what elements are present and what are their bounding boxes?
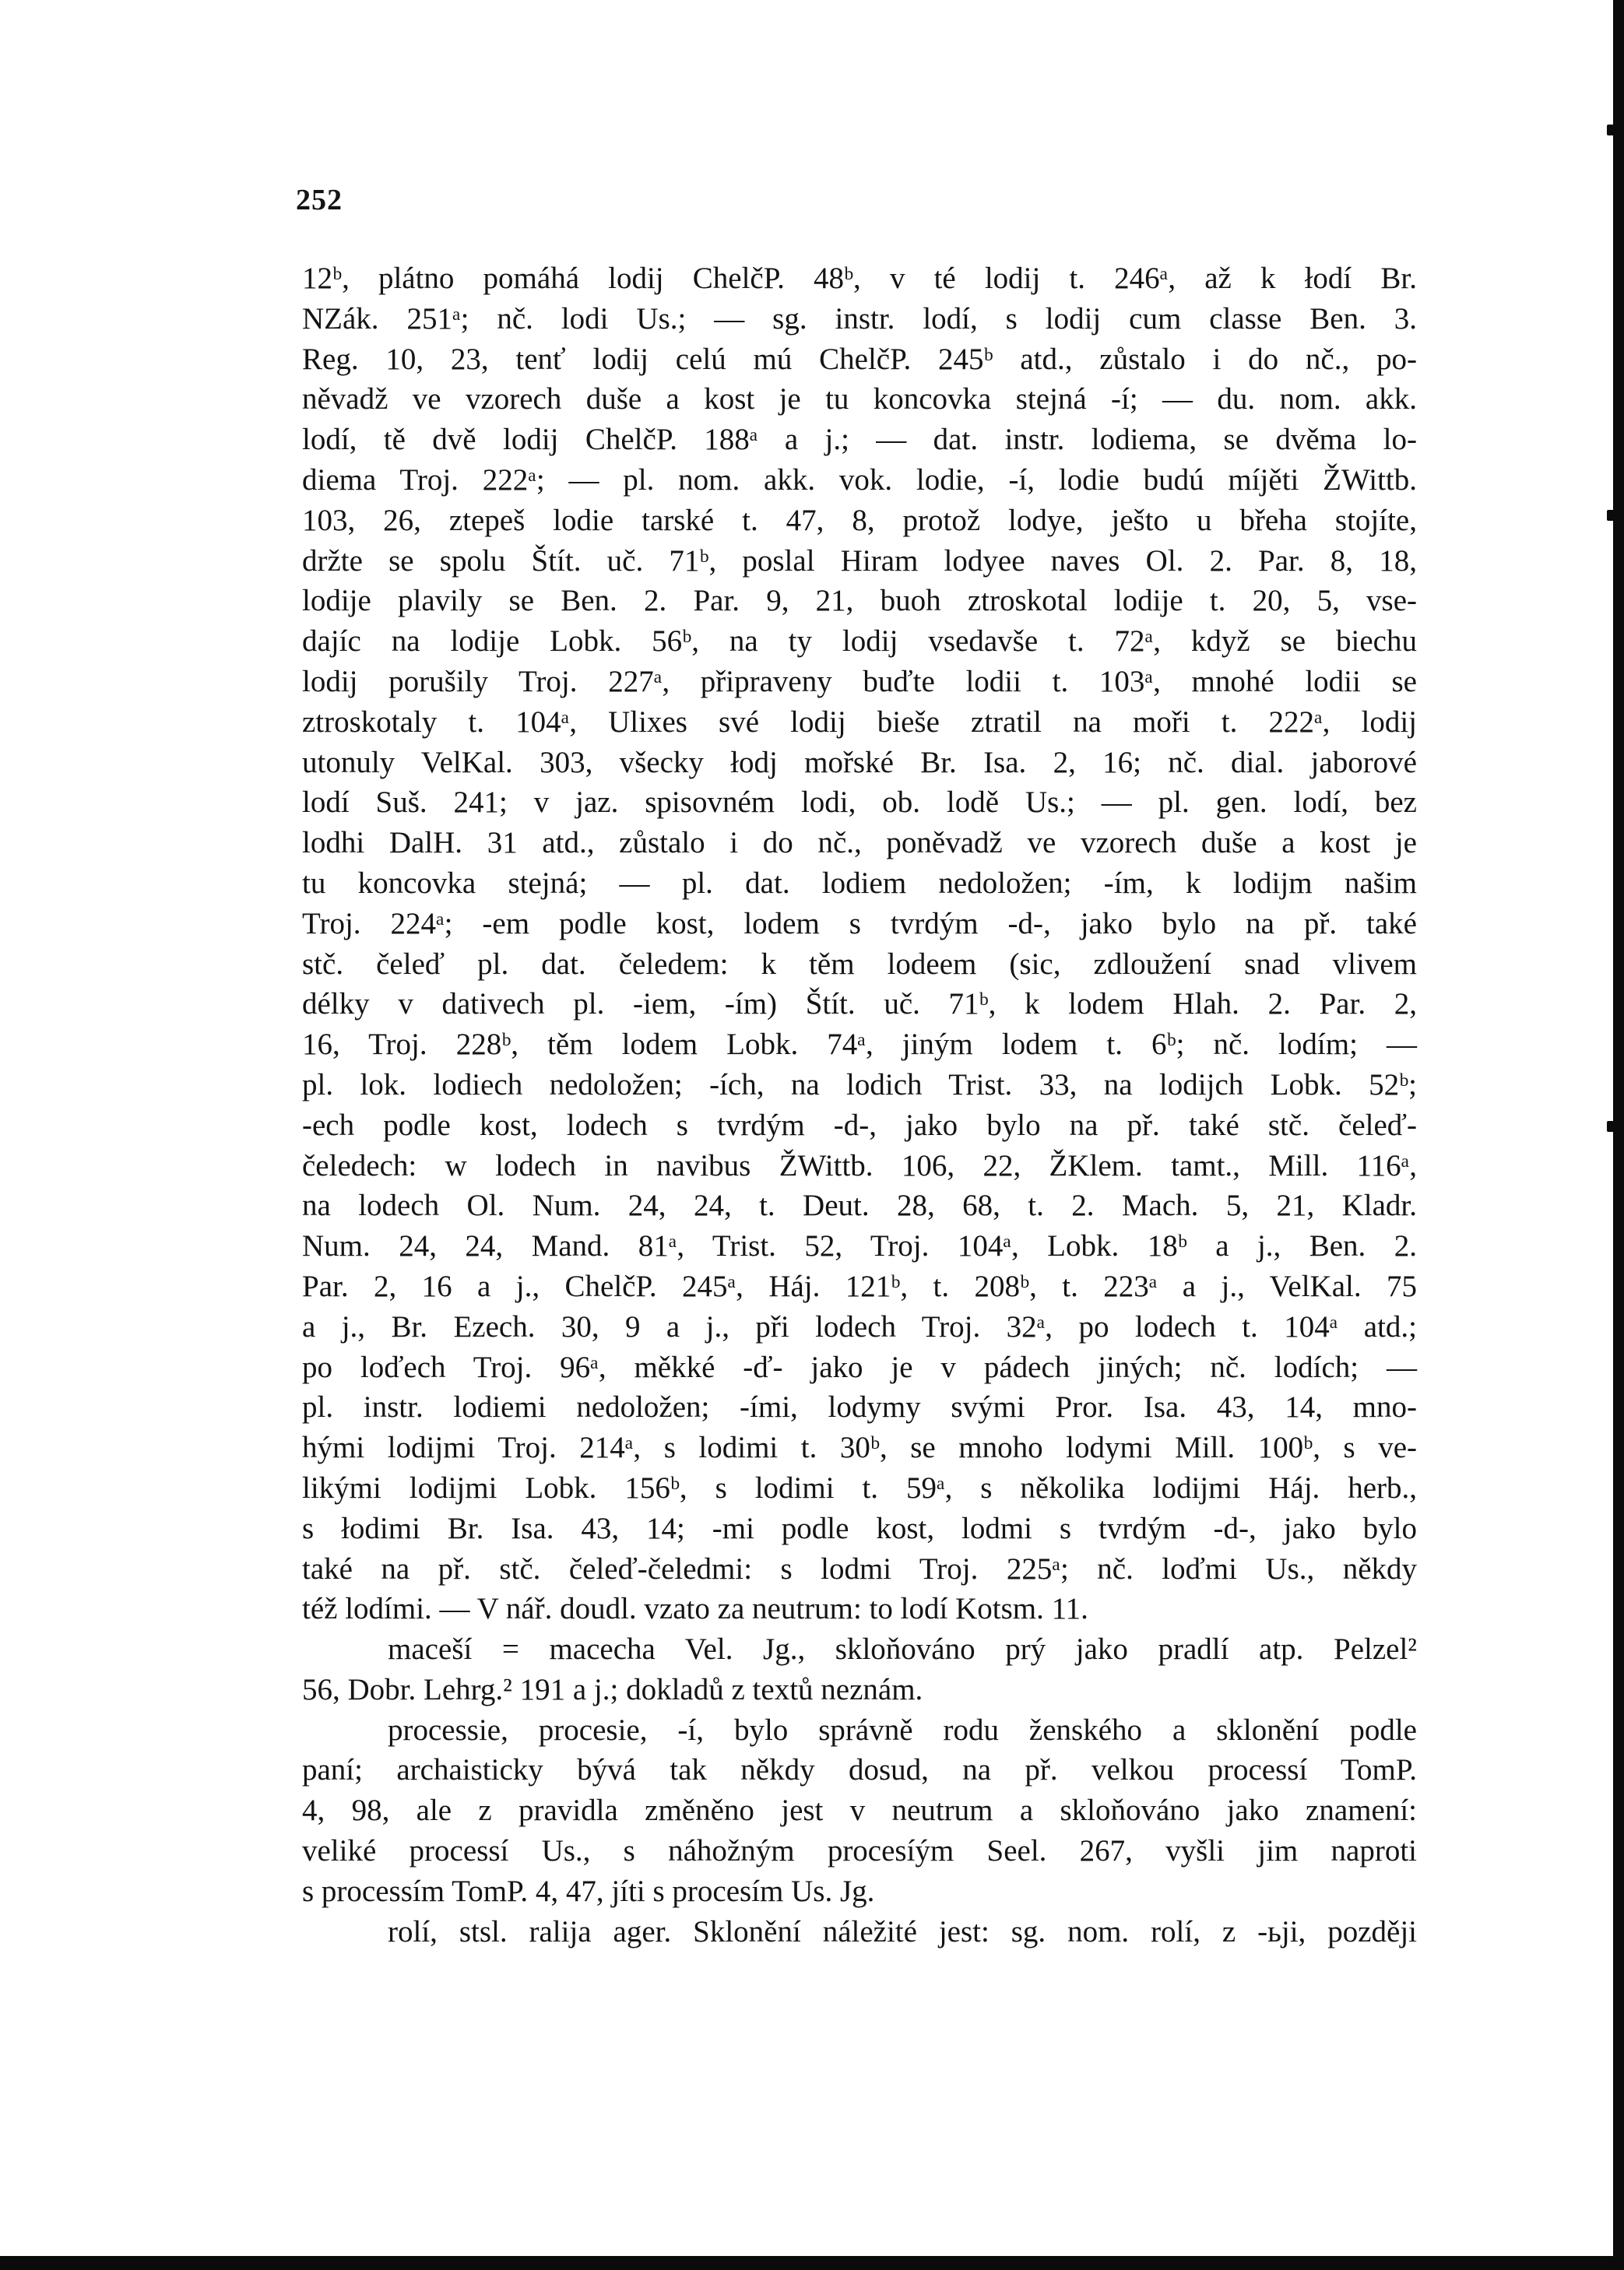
text-line: veliké processí Us., s náhožným procesíým Seel. 267, vyšli jim naproti — [302, 1834, 1417, 1868]
text-line: diema Troj. 222ᵃ; — pl. nom. akk. vok. lodie, -í, lodie budú míjěti ŽWittb. — [302, 462, 1417, 497]
text-line: utonuly VelKal. 303, všecky łodj mořské Br. Isa. 2, 16; nč. dial. jaborové — [302, 745, 1417, 779]
entry-line: maceší = macecha Vel. Jg., skloňováno prý jako pradlí atp. Pelzel² — [388, 1632, 1417, 1667]
text-line: dajíc na lodije Lobk. 56ᵇ, na ty lodij vsedavše t. 72ᵃ, když se biechu — [302, 624, 1417, 659]
scan-edge-right — [1613, 0, 1624, 2270]
entry-line: processie, procesie, -í, bylo správně rodu ženského a sklonění podle — [388, 1713, 1417, 1747]
text-line: tu koncovka stejná; — pl. dat. lodiem nedoložen; -ím, k lodijm našim — [302, 866, 1417, 900]
text-line: hými lodijmi Troj. 214ᵃ, s lodimi t. 30ᵇ, se mnoho lodymi Mill. 100ᵇ, s ve- — [302, 1431, 1417, 1465]
text-line: a j., Br. Ezech. 30, 9 a j., při lodech Troj. 32ᵃ, po lodech t. 104ᵃ atd.; — [302, 1309, 1417, 1344]
text-line: čeledech: w lodech in navibus ŽWittb. 106, 22, ŽKlem. tamt., Mill. 116ᵃ, — [302, 1148, 1417, 1182]
text-line: Reg. 10, 23, tenť lodij celú mú ChelčP. 245ᵇ atd., zůstalo i do nč., po- — [302, 342, 1417, 376]
text-line: 56, Dobr. Lehrg.² 191 a j.; dokladů z textů neznám. — [302, 1672, 923, 1706]
text-line: pl. instr. lodiemi nedoložen; -ími, lodymy svými Pror. Isa. 43, 14, mno- — [302, 1390, 1417, 1425]
text-line: též lodími. — V nář. doudl. vzato za neutrum: to lodí Kotsm. 11. — [302, 1592, 1088, 1626]
text-line: s łodimi Br. Isa. 43, 14; -mi podle kost, lodmi s tvrdým -d-, jako bylo — [302, 1511, 1417, 1545]
text-line: -ech podle kost, lodech s tvrdým -d-, jako bylo na př. také stč. čeleď- — [302, 1108, 1417, 1142]
text-line: ztroskotaly t. 104ᵃ, Ulixes své lodij bieše ztratil na moři t. 222ᵃ, lodij — [302, 705, 1417, 739]
text-line: 12ᵇ, plátno pomáhá lodij ChelčP. 48ᵇ, v té lodij t. 246ᵃ, až k łodí Br. — [302, 262, 1417, 295]
scan-edge-mark — [1607, 125, 1618, 135]
text-line: lodí Suš. 241; v jaz. spisovném lodi, ob. lodě Us.; — pl. gen. lodí, bez — [302, 785, 1417, 820]
text-line: na lodech Ol. Num. 24, 24, t. Deut. 28, 68, t. 2. Mach. 5, 21, Kladr. — [302, 1189, 1417, 1223]
text-line: držte se spolu Štít. uč. 71ᵇ, poslal Hiram lodyee naves Ol. 2. Par. 8, 18, — [302, 543, 1417, 578]
dictionary-text — [302, 258, 1417, 1952]
scan-edge-mark — [1607, 1121, 1618, 1132]
scan-edge-mark — [1607, 510, 1618, 521]
scan-edge-bottom — [0, 2256, 1624, 2270]
text-line: 16, Troj. 228ᵇ, těm lodem Lobk. 74ᵃ, jiným lodem t. 6ᵇ; nč. lodím; — — [302, 1028, 1417, 1062]
text-line: Troj. 224ᵃ; -em podle kost, lodem s tvrdým -d-, jako bylo na př. také — [302, 906, 1417, 940]
text-line: 103, 26, ztepeš lodie tarské t. 47, 8, protož lodye, ješto u břeha stojíte, — [302, 503, 1417, 537]
page-number: 252 — [296, 184, 343, 216]
text-line: likými lodijmi Lobk. 156ᵇ, s lodimi t. 59ᵃ, s několika lodijmi Háj. herb., — [302, 1471, 1417, 1505]
text-line: NZák. 251ᵃ; nč. lodi Us.; — sg. instr. lodí, s lodij cum classe Ben. 3. — [302, 301, 1417, 336]
text-line: lodhi DalH. 31 atd., zůstalo i do nč., poněvadž ve vzorech duše a kost je — [302, 826, 1417, 860]
text-line: paní; archaisticky bývá tak někdy dosud, na př. velkou processí TomP. — [302, 1753, 1417, 1787]
text-line: pl. lok. lodiech nedoložen; -ích, na lodich Trist. 33, na lodijch Lobk. 52ᵇ; — [302, 1067, 1417, 1102]
text-line: lodí, tě dvě lodij ChelčP. 188ᵃ a j.; — dat. instr. lodiema, se dvěma lo- — [302, 423, 1417, 457]
text-line: 4, 98, ale z pravidla změněno jest v neutrum a skloňováno jako znamení: — [302, 1794, 1417, 1828]
text-line: něvadž ve vzorech duše a kost je tu koncovka stejná -í; — du. nom. akk. — [302, 382, 1417, 416]
text-line: délky v dativech pl. -iem, -ím) Štít. uč. 71ᵇ, k lodem Hlah. 2. Par. 2, — [302, 987, 1417, 1021]
text-line: také na př. stč. čeleď-čeledmi: s lodmi Troj. 225ᵃ; nč. loďmi Us., někdy — [302, 1551, 1417, 1586]
text-line: Par. 2, 16 a j., ChelčP. 245ᵃ, Háj. 121ᵇ, t. 208ᵇ, t. 223ᵃ a j., VelKal. 75 — [302, 1269, 1417, 1303]
entry-line: rolí, stsl. ralija ager. Sklonění náležité jest: sg. nom. rolí, z -ьji, později — [388, 1914, 1417, 1948]
text-line: s processím TomP. 4, 47, jíti s procesím Us. Jg. — [302, 1874, 875, 1908]
text-line: lodije plavily se Ben. 2. Par. 9, 21, buoh ztroskotal lodije t. 20, 5, vse- — [302, 584, 1417, 618]
text-line: Num. 24, 24, Mand. 81ᵃ, Trist. 52, Troj. 104ᵃ, Lobk. 18ᵇ a j., Ben. 2. — [302, 1229, 1417, 1263]
text-line: stč. čeleď pl. dat. čeledem: k těm lodeem (sic, zdloužení snad vlivem — [302, 947, 1417, 981]
text-line: lodij porušily Troj. 227ᵃ, připraveny buďte lodii t. 103ᵃ, mnohé lodii se — [302, 664, 1417, 698]
text-line: po loďech Troj. 96ᵃ, měkké -ď- jako je v pádech jiných; nč. lodích; — — [302, 1350, 1417, 1384]
